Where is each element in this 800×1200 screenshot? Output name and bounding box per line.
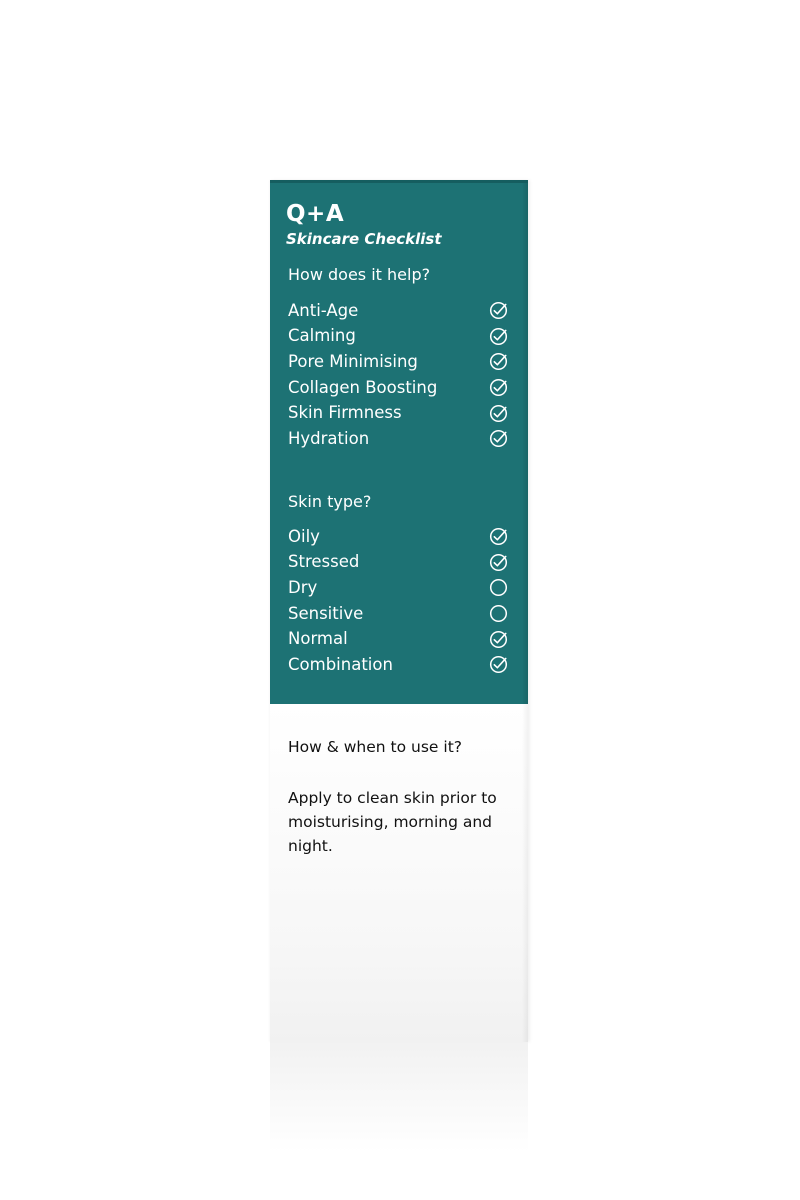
checklist-item xyxy=(288,626,508,652)
checklist-item-label: Calming xyxy=(288,326,356,346)
teal-panel xyxy=(270,180,528,704)
check-circle-icon xyxy=(489,378,508,397)
checklist-item xyxy=(288,575,508,601)
skin-type-heading: Skin type? xyxy=(288,492,372,511)
check-circle-icon xyxy=(489,655,508,674)
checklist-subtitle: Skincare Checklist xyxy=(286,230,442,248)
checklist-item xyxy=(288,601,508,627)
checklist-item-label: Dry xyxy=(288,577,318,597)
check-circle-icon xyxy=(489,429,508,448)
box-reflection xyxy=(270,1042,528,1152)
empty-circle-icon xyxy=(489,578,508,597)
product-box xyxy=(270,180,528,1042)
checklist-item-label: Stressed xyxy=(288,552,360,572)
usage-panel xyxy=(270,704,528,1042)
check-circle-icon xyxy=(489,553,508,572)
brand-logo: Q+A xyxy=(286,201,345,227)
checklist-item xyxy=(288,426,508,452)
usage-instructions: Apply to clean skin prior to moisturising, morning and night. xyxy=(288,789,497,855)
benefits-heading: How does it help? xyxy=(288,265,431,284)
checklist-item xyxy=(288,550,508,576)
check-circle-icon xyxy=(489,527,508,546)
checklist-item-label: Sensitive xyxy=(288,603,364,623)
usage-heading: How & when to use it? xyxy=(288,738,463,756)
checklist-item-label: Anti-Age xyxy=(288,300,359,320)
empty-circle-icon xyxy=(489,604,508,623)
benefits-list xyxy=(288,298,508,452)
check-circle-icon xyxy=(489,301,508,320)
check-circle-icon xyxy=(489,327,508,346)
checklist-item xyxy=(288,524,508,550)
checklist-item-label: Collagen Boosting xyxy=(288,377,438,397)
checklist-item-label: Normal xyxy=(288,629,348,649)
checklist-item-label: Hydration xyxy=(288,428,370,448)
checklist-item xyxy=(288,400,508,426)
checklist-item-label: Oily xyxy=(288,526,320,546)
checklist-item xyxy=(288,652,508,678)
check-circle-icon xyxy=(489,352,508,371)
checklist-item-label: Skin Firmness xyxy=(288,403,402,423)
checklist-item xyxy=(288,349,508,375)
checklist-item xyxy=(288,324,508,350)
checklist-item-label: Combination xyxy=(288,654,393,674)
skin-type-list xyxy=(288,524,508,678)
check-circle-icon xyxy=(489,404,508,423)
check-circle-icon xyxy=(489,630,508,649)
checklist-item-label: Pore Minimising xyxy=(288,351,418,371)
checklist-item xyxy=(288,375,508,401)
checklist-item xyxy=(288,298,508,324)
